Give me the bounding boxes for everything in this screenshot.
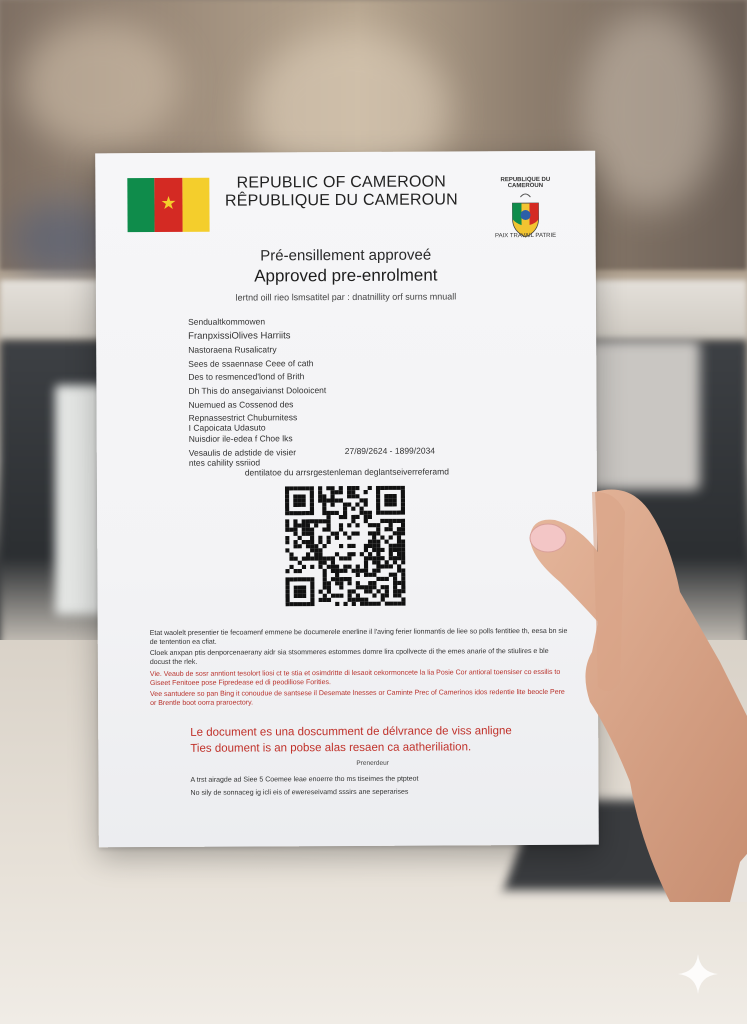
emblem-top-text: REPUBLIQUE DU CAMEROUN — [500, 176, 551, 190]
footer-line: No sily de sonnaceg ig icli eis of ewereseivamd sssirs ane seperarises — [190, 788, 409, 797]
field-line: Sendualtkommowen — [188, 316, 266, 327]
field-line: I Capoicata Udasuto — [188, 422, 266, 433]
blurred-light — [20, 20, 180, 150]
title-subtitle: lertnd oill rieo lsmsatitel par : dnatnillity orf surns mnuall — [235, 291, 457, 303]
sparkle-icon — [676, 952, 720, 996]
republic-title-fr: RÊPUBLIQUE DU CAMEROUN — [224, 191, 458, 210]
notice-fr: Le document es una doscumment de délvrance de viss anligne — [190, 725, 512, 739]
field-line: ntes cahility ssriiod — [188, 457, 261, 468]
validity-dates: 27/89/2624 - 1899/2034 — [344, 445, 436, 457]
blurred-light — [580, 10, 720, 210]
cameroon-flag-icon: ★ — [127, 178, 209, 232]
qr-code-label: dentilatoe du arrsrgestenleman deglantseiverreferamd — [244, 466, 449, 478]
footer-line: A trst airagde ad Siee 5 Coemee leae enoerre tho ms tiseimes the ptpteot — [190, 775, 419, 784]
qr-code-icon — [285, 486, 406, 607]
field-line: Repnassestrict Chuburnitess — [188, 412, 298, 423]
field-line: Nastoraena Rusalicatry — [188, 344, 277, 355]
republic-title-en: REPUBLIC OF CAMEROON — [236, 173, 447, 192]
title-fr: Pré-ensillement approveé — [260, 246, 432, 265]
warning-paragraph: Vie. Veaub de sosr anntiont tesolort liosi ct te stia et osimdritte di lesaoit cekormoncete la lia Posie Cor antioral toensiser co essilis to Giseet Fenitoee pose Fipredease ed di peodiliose Forities. — [149, 668, 561, 688]
signatory-label: Prenerdeur — [356, 759, 389, 767]
field-line: Nuisdior ile-edea f Choe lks — [188, 433, 293, 444]
field-line: Des to resmenced'lond of Brith — [188, 371, 305, 382]
field-line: Vesaulis de adstide de visier — [188, 447, 297, 458]
warning-paragraph: Vee santudere so pan Bing it conoudue de santsese il Desemate lnesses or Caminte Prec of Camerinos idos redentie lite beocle Pere or Brentle boot oorra praroectory. — [150, 688, 565, 708]
field-line: FranpxissiOlives Harriits — [188, 330, 291, 342]
info-paragraph: Cloek anxpan ptis denporcenaerany aidr sia stsommeres estommes domre lira cpollvecte di the emes anarie of the stiulires e ble docust the rlek. — [149, 647, 549, 667]
title-en: Approved pre-enrolment — [254, 265, 438, 286]
field-line: Dh This do ansegaivianst Dolooicent — [188, 385, 327, 396]
hand-holding-document — [520, 482, 747, 902]
field-line: Nuemued as Cossenod des — [188, 399, 294, 410]
notice-en: Ties doument is an pobse alas resaen ca aatheriliation. — [190, 741, 472, 755]
emblem-bottom-text: PAIX TRAVAIL PATRIE — [495, 232, 557, 240]
coat-of-arms-emblem — [490, 169, 560, 249]
field-line: Sees de ssaennase Ceee of cath — [188, 358, 314, 369]
info-paragraph: Etat waolelt presentier tie fecoamenf emmene be documerele enerline il l'aving ferier lionmantis de liee so polls fentitiee th, eesa bn sie de tentention ea cfiat. — [149, 627, 568, 647]
